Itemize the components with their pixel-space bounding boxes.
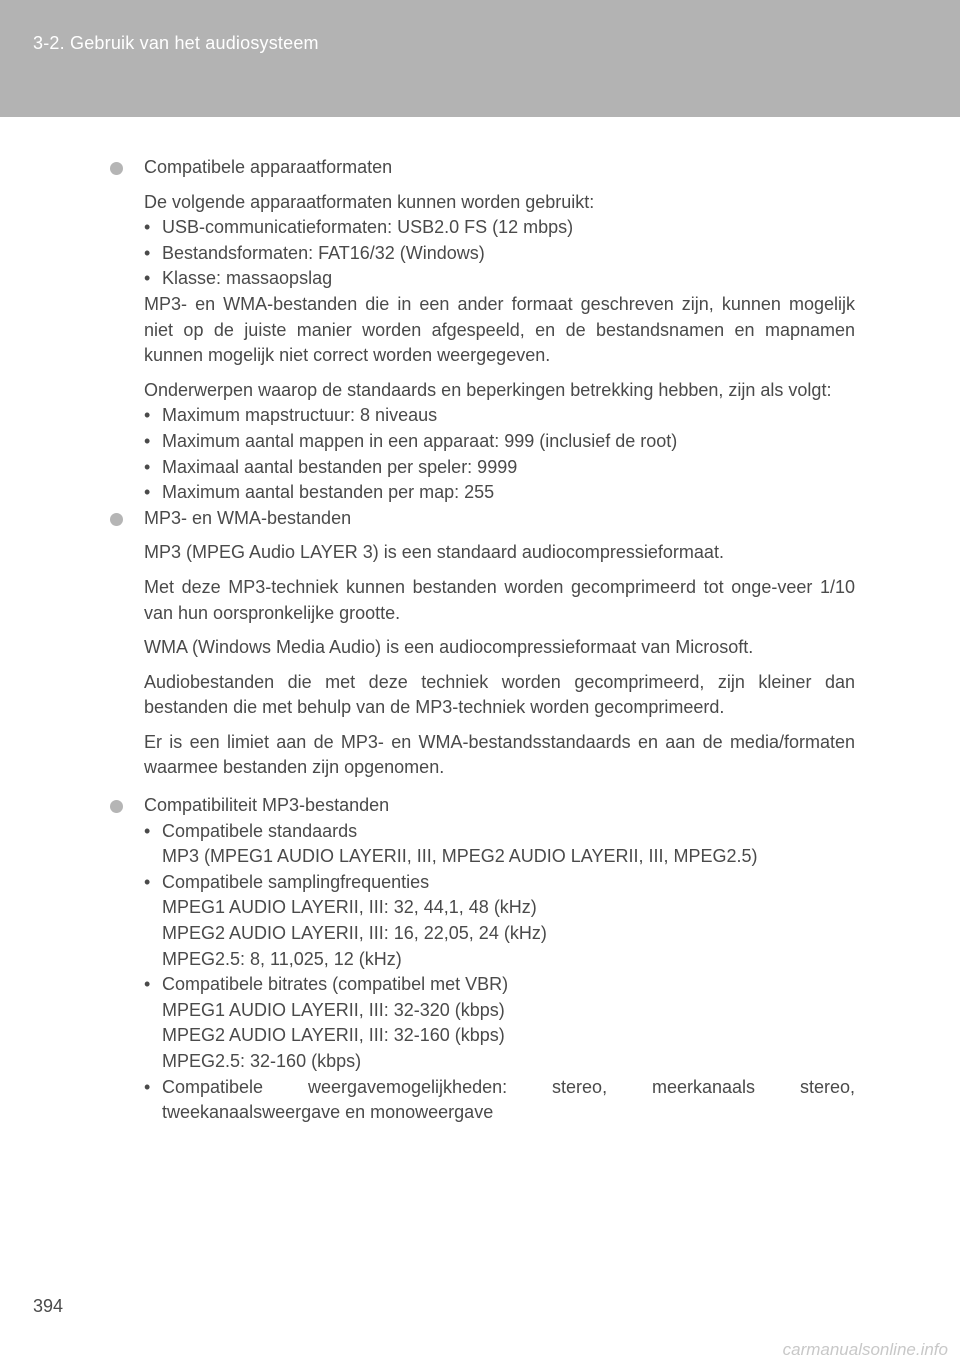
- paragraph: MP3- en WMA-bestanden die in een ander formaat geschreven zijn, kunnen mogelijk niet op de juiste manier worden afgespeeld, en de bestandsnamen en mapnamen kunnen mogelijk niet correct worden weergegeven.: [144, 293, 855, 366]
- list-item: • Klasse: massaopslag: [144, 266, 855, 292]
- circle-bullet-icon: [110, 800, 123, 813]
- paragraph: WMA (Windows Media Audio) is een audiocompressieformaat van Microsoft.: [144, 637, 754, 658]
- paragraph: Met deze MP3-techniek kunnen bestanden worden gecomprimeerd tot onge-veer 1/10 van hun oorspronkelijke grootte.: [144, 576, 855, 623]
- limits-list: [110, 403, 855, 505]
- circle-bullet-icon: [110, 513, 123, 526]
- heading-mp3-wma-files: MP3- en WMA-bestanden: [110, 506, 855, 532]
- paragraph: Onderwerpen waarop de standaards en beperkingen betrekking hebben, zijn als volgt:: [144, 379, 832, 400]
- list-item: • Maximum mapstructuur: 8 niveaus: [144, 403, 855, 429]
- list-item: • Maximaal aantal bestanden per speler: 9999: [144, 455, 855, 481]
- heading-compatible-formats: Compatibele apparaatformaten: [110, 155, 855, 181]
- paragraph: De volgende apparaatformaten kunnen worden gebruikt:: [144, 191, 595, 212]
- format-list: [110, 215, 855, 292]
- circle-bullet-icon: [110, 162, 123, 175]
- paragraph: MP3 (MPEG Audio LAYER 3) is een standaard audiocompressieformaat.: [144, 542, 724, 563]
- list-item: • Maximum aantal bestanden per map: 255: [144, 480, 855, 506]
- compatibility-list: [110, 819, 855, 1126]
- page-number: 394: [33, 1296, 64, 1316]
- paragraph: Er is een limiet aan de MP3- en WMA-bestandsstandaards en aan de media/formaten waarmee bestanden zijn opgenomen.: [144, 731, 855, 778]
- list-item: • Compatibele weergavemogelijkheden: stereo, meerkanaals stereo, tweekanaalsweergave en monoweergave: [144, 1075, 855, 1126]
- list-item: • Compatibele samplingfrequenties MPEG1 AUDIO LAYERII, III: 32, 44,1, 48 (kHz) MPEG2 AUDIO LAYERII, III: 16, 22,05, 24 (kHz) MPEG2.5: 8, 11,025, 12 (kHz): [144, 870, 855, 972]
- page-content: [110, 155, 855, 1126]
- section-title: 3-2. Gebruik van het audiosysteem: [33, 33, 319, 53]
- paragraph: Audiobestanden die met deze techniek worden gecomprimeerd, zijn kleiner dan bestanden die met behulp van de MP3-techniek worden gecomprimeerd.: [144, 671, 855, 718]
- watermark: carmanualsonline.info: [782, 1340, 948, 1359]
- list-item: • USB-communicatieformaten: USB2.0 FS (12 mbps): [144, 215, 855, 241]
- list-item: • Bestandsformaten: FAT16/32 (Windows): [144, 241, 855, 267]
- list-item: • Compatibele standaards MP3 (MPEG1 AUDIO LAYERII, III, MPEG2 AUDIO LAYERII, III, MPEG2.5): [144, 819, 855, 870]
- list-item: • Compatibele bitrates (compatibel met VBR) MPEG1 AUDIO LAYERII, III: 32-320 (kbps) MPEG2 AUDIO LAYERII, III: 32-160 (kbps) MPEG2.5: 32-160 (kbps): [144, 972, 855, 1074]
- list-item: • Maximum aantal mappen in een apparaat: 999 (inclusief de root): [144, 429, 855, 455]
- heading-mp3-compatibility: Compatibiliteit MP3-bestanden: [110, 793, 855, 819]
- page-header: [0, 0, 960, 117]
